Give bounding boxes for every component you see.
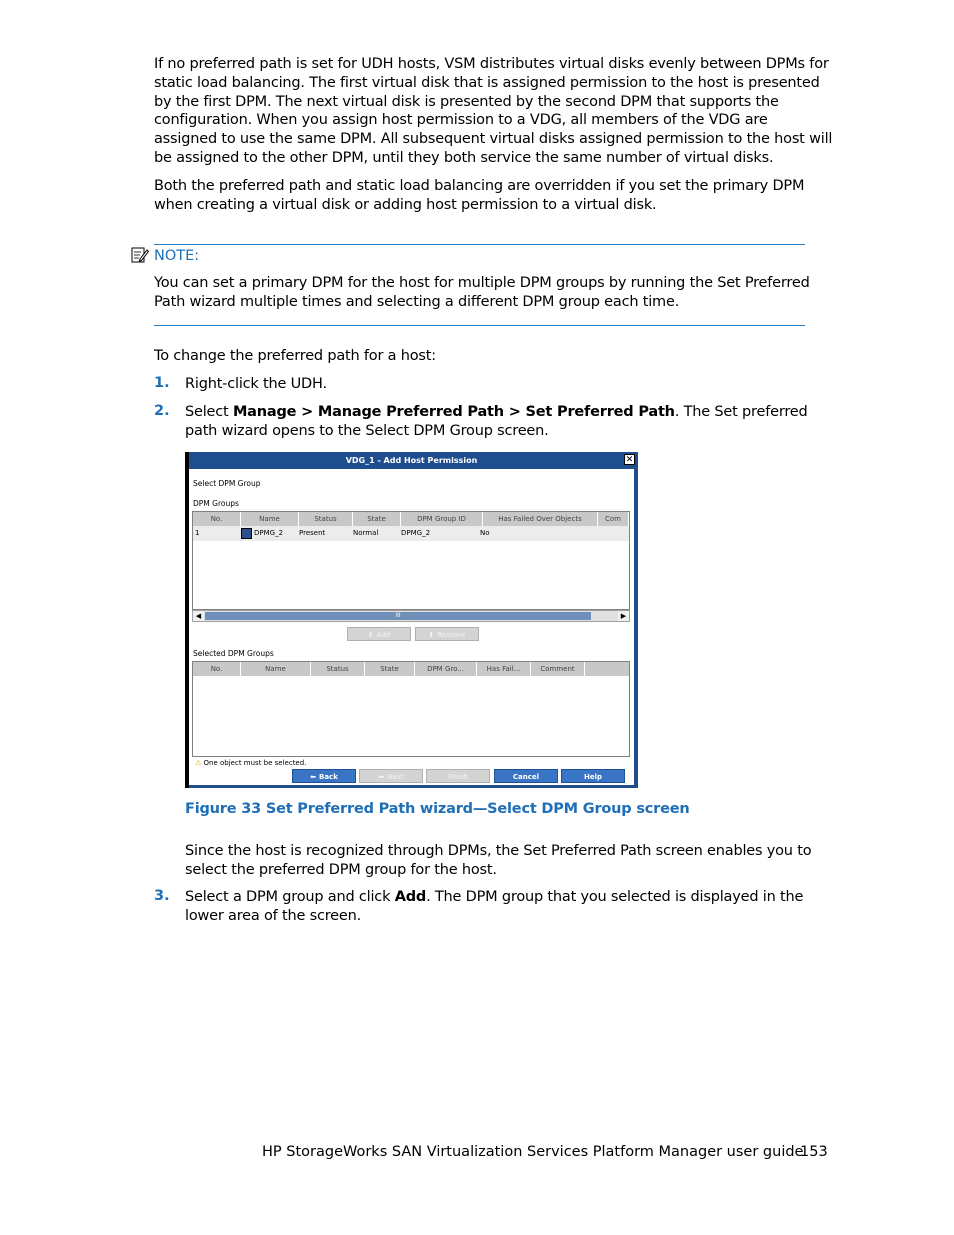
step-1-number: 1. xyxy=(154,375,170,391)
step-2-text: Select Manage > Manage Preferred Path > Set Preferred Path. The Set preferred path wizard opens to the Select DPM Group screen. xyxy=(185,404,808,439)
cell-dpm-group-id: DPMG_2 xyxy=(401,529,431,537)
add-button[interactable]: ⬇ Add xyxy=(347,627,411,641)
column-header-comment[interactable]: Comment xyxy=(531,662,585,676)
screenshot-left-edge xyxy=(185,452,189,788)
note-bottom-rule xyxy=(154,325,805,326)
column-header-status[interactable]: Status xyxy=(299,512,353,526)
horizontal-scrollbar[interactable] xyxy=(192,610,630,622)
cell-state: Normal xyxy=(353,529,379,537)
step-2-menu-path: Manage > Manage Preferred Path > Set Preferred Path xyxy=(232,404,675,420)
override-paragraph: Both the preferred path and static load balancing are overridden if you set the primary DPM when creating a virtual disk or adding host permission to a virtual disk. xyxy=(154,178,805,213)
dpm-groups-table xyxy=(192,511,630,610)
help-button[interactable]: Help xyxy=(561,769,625,783)
validation-message: ⚠ One object must be selected. xyxy=(195,759,307,767)
select-dpm-group-heading: Select DPM Group xyxy=(193,479,261,488)
note-text: You can set a primary DPM for the host for multiple DPM groups by running the Set Preferred Path wizard multiple times and selecting a different DPM group each time. xyxy=(154,275,810,310)
selected-dpm-groups-label: Selected DPM Groups xyxy=(193,649,274,658)
finish-button[interactable]: Finish xyxy=(426,769,490,783)
note-top-rule xyxy=(154,244,805,245)
dpm-groups-table-header xyxy=(193,512,629,526)
page-number: 153 xyxy=(800,1144,828,1160)
step-2-number: 2. xyxy=(154,403,170,419)
column-header-comment[interactable]: Com xyxy=(598,512,629,526)
after-figure-paragraph: Since the host is recognized through DPMs, the Set Preferred Path screen enables you to select the preferred DPM group for the host. xyxy=(185,843,812,878)
intro-paragraph-static-load-balancing: If no preferred path is set for UDH hosts, VSM distributes virtual disks evenly between DPMs for static load balancing. The first virtual disk that is assigned permission to the host is presented by the first DPM. The next virtual disk is presented by the second DPM that supports the configuration. When you assign host permission to a VDG, all members of the VDG are assigned to use the same DPM. All subsequent virtual disks assigned permission to the host will be assigned to the other DPM, until they both service the same number of virtual disks. xyxy=(154,56,833,166)
warning-icon: ⚠ xyxy=(195,759,202,767)
column-header-name[interactable]: Name xyxy=(241,662,311,676)
column-header-dpm-group-id[interactable]: DPM Group ID xyxy=(401,512,483,526)
scroll-right-icon[interactable]: ▶ xyxy=(618,611,629,621)
back-button[interactable]: ⬅ Back xyxy=(292,769,356,783)
cancel-button[interactable]: Cancel xyxy=(494,769,558,783)
cell-name: DPMG_2 xyxy=(241,526,283,541)
step-3-add-label: Add xyxy=(394,889,427,905)
selected-dpm-groups-table xyxy=(192,661,630,757)
column-header-no[interactable]: No. xyxy=(193,512,241,526)
dialog-client-area xyxy=(189,469,634,785)
cell-status: Present xyxy=(299,529,326,537)
dpm-groups-label: DPM Groups xyxy=(193,499,239,508)
add-host-permission-dialog xyxy=(185,452,638,788)
next-button[interactable]: ➡ Next xyxy=(359,769,423,783)
column-header-no[interactable]: No. xyxy=(193,662,241,676)
column-header-has-failed[interactable]: Has Fail... xyxy=(477,662,531,676)
close-icon[interactable]: ✕ xyxy=(625,455,634,465)
cell-has-failed-over: No xyxy=(480,529,490,537)
dialog-title: VDG_1 - Add Host Permission xyxy=(185,452,638,469)
arrow-right-icon: ➡ xyxy=(378,773,385,781)
remove-button[interactable]: ⬆ Remove xyxy=(415,627,479,641)
figure-caption: Figure 33 Set Preferred Path wizard—Select DPM Group screen xyxy=(185,801,690,817)
step-1-text: Right-click the UDH. xyxy=(185,376,327,392)
column-header-has-failed-over[interactable]: Has Failed Over Objects xyxy=(483,512,598,526)
note-label: NOTE: xyxy=(154,248,200,264)
arrow-left-icon: ⬅ xyxy=(310,773,316,781)
column-header-dpm-group[interactable]: DPM Gro... xyxy=(415,662,477,676)
step-3-text: Select a DPM group and click Add. The DPM group that you selected is displayed in the lower area of the screen. xyxy=(185,889,804,924)
footer-title: HP StorageWorks SAN Virtualization Services Platform Manager user guide xyxy=(262,1144,804,1160)
note-pencil-icon xyxy=(131,246,149,264)
column-header-state[interactable]: State xyxy=(353,512,401,526)
scroll-thumb-grip: III xyxy=(395,612,401,619)
arrow-up-icon: ⬆ xyxy=(428,631,435,639)
selected-table-header xyxy=(193,662,629,676)
arrow-down-icon: ⬇ xyxy=(367,631,374,639)
scroll-thumb[interactable] xyxy=(205,612,591,620)
column-header-name[interactable]: Name xyxy=(241,512,299,526)
column-header-status[interactable]: Status xyxy=(311,662,365,676)
procedure-intro: To change the preferred path for a host: xyxy=(154,348,436,364)
cell-no: 1 xyxy=(195,529,200,537)
step-3-number: 3. xyxy=(154,888,170,904)
column-header-state[interactable]: State xyxy=(365,662,415,676)
scroll-left-icon[interactable]: ◀ xyxy=(193,611,204,621)
dpm-group-icon xyxy=(241,528,252,539)
